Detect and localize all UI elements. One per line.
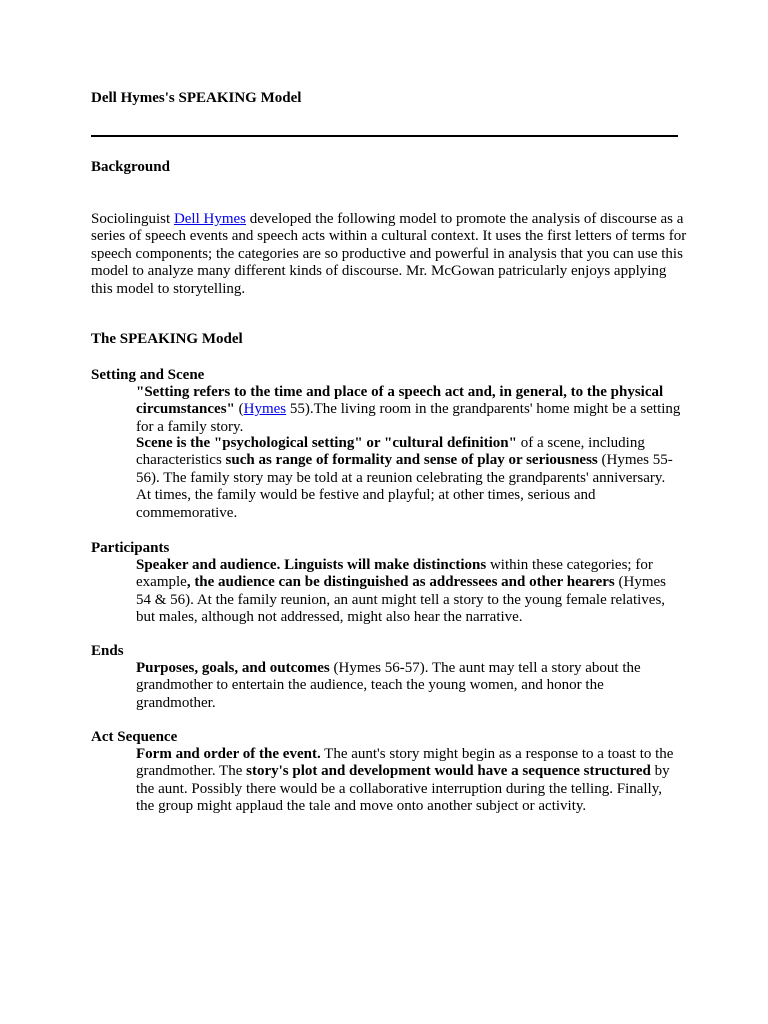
act-sequence-text-b: by the aunt. Possibly there would be a collaborative interruption during the telling. Finally, the group might applaud the tale and move onto another subject or activity.: [136, 763, 670, 815]
scene-definition: Scene is the "psychological setting" or "cultural definition": [136, 435, 517, 451]
act-sequence-text-a: The aunt's story might begin as a response to a toast to the grandmother. The: [136, 746, 674, 780]
participants-heading: Participants: [91, 540, 170, 556]
participants-paragraph: [136, 557, 681, 627]
background-text-b: developed the following model to promote the analysis of discourse as a series of speech events and speech acts within a cultural context. It uses the first letters of terms for speech components; the categories are so productive and powerful in analysis that you can use this model to analyze many different kinds of discourse. Mr. McGowan patricularly enjoys applying this model to storytelling.: [91, 211, 687, 297]
scene-characteristics: such as range of formality and sense of play or seriousness: [225, 452, 598, 469]
ends-paragraph: [136, 660, 681, 712]
background-paragraph: [91, 211, 691, 298]
scene-paragraph: [136, 435, 681, 522]
participants-bold-b: , the audience can be distinguished as addressees and other hearers: [186, 574, 615, 591]
act-sequence-bold-b: story's plot and development would have a sequence structured: [246, 763, 651, 780]
participants-text-b: (Hymes 54 & 56). At the family reunion, an aunt might tell a story to the young female relatives, but males, although not addressed, might also hear the narrative.: [136, 574, 667, 626]
dell-hymes-link[interactable]: Dell Hymes: [173, 211, 247, 227]
scene-text-b: (Hymes 55-56). The family story may be told at a reunion celebrating the grandparents' anniversary. At times, the family would be festive and playful; at other times, serious and commemorative.: [136, 452, 673, 521]
act-sequence-heading: Act Sequence: [91, 729, 178, 745]
setting-text-a: (: [234, 401, 244, 418]
hymes-link[interactable]: Hymes: [243, 401, 287, 418]
background-text-a: Sociolinguist: [91, 211, 174, 227]
ends-heading: Ends: [91, 643, 124, 659]
act-sequence-bold-a: Form and order of the event.: [136, 746, 321, 762]
setting-heading: Setting and Scene: [91, 367, 205, 383]
setting-text-b: 55).The living room in the grandparents' home might be a setting for a family story.: [136, 401, 681, 435]
horizontal-rule: [91, 135, 678, 137]
setting-paragraph: [136, 384, 681, 436]
document-title: Dell Hymes's SPEAKING Model: [91, 90, 302, 106]
ends-bold: Purposes, goals, and outcomes: [136, 660, 330, 676]
background-heading: Background: [91, 159, 170, 175]
setting-definition: "Setting refers to the time and place of a speech act and, in general, to the physical circumstances": [136, 384, 664, 418]
speaking-model-heading: The SPEAKING Model: [91, 331, 243, 347]
participants-bold-a: Speaker and audience. Linguists will make distinctions: [136, 557, 487, 573]
scene-text-a: of a scene, including characteristics: [136, 435, 645, 469]
act-sequence-paragraph: [136, 746, 681, 816]
ends-text: (Hymes 56-57). The aunt may tell a story about the grandmother to entertain the audience, teach the young women, and honor the grandmother.: [136, 660, 641, 711]
participants-text-a: within these categories; for example: [136, 557, 653, 591]
